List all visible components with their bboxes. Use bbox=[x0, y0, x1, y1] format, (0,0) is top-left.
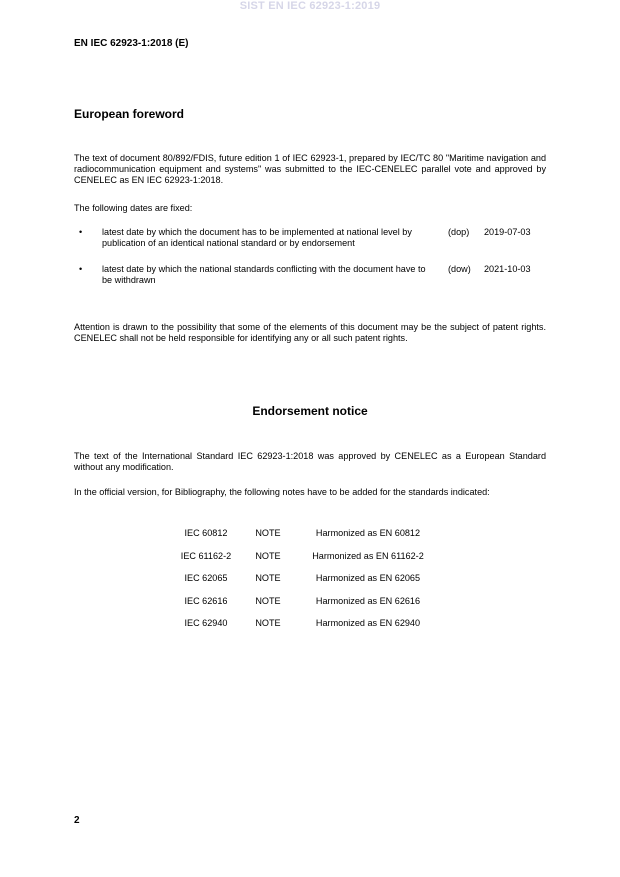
endorsement-paragraph: The text of the International Standard IEC 62923-1:2018 was approved by CENELEC as a European Standard without any modification. bbox=[74, 451, 546, 472]
bibliography-notes-table bbox=[170, 527, 442, 640]
standard-cell: IEC 62940 bbox=[184, 618, 228, 629]
date-value: 2021-10-03 bbox=[484, 264, 531, 274]
document-id-header: EN IEC 62923-1:2018 (E) bbox=[74, 38, 189, 49]
date-abbreviation: (dow) bbox=[448, 264, 471, 274]
standard-cell: IEC 60812 bbox=[184, 528, 228, 538]
table-row bbox=[170, 550, 442, 573]
harmonized-cell: Harmonized as EN 62940 bbox=[315, 618, 421, 629]
date-value: 2019-07-03 bbox=[484, 227, 531, 237]
watermark: SIST EN IEC 62923-1:2019 bbox=[239, 0, 381, 12]
page-number: 2 bbox=[74, 815, 80, 826]
note-cell: NOTE bbox=[255, 550, 281, 561]
date-list-item bbox=[74, 227, 546, 251]
harmonized-cell: Harmonized as EN 62616 bbox=[315, 595, 421, 606]
dates-intro-paragraph: The following dates are fixed: bbox=[74, 203, 193, 213]
standard-cell: IEC 62065 bbox=[184, 573, 228, 584]
bibliography-intro-paragraph: In the official version, for Bibliography, the following notes have to be added for the standards indicated: bbox=[74, 487, 490, 497]
note-cell: NOTE bbox=[255, 573, 281, 584]
date-list-item bbox=[74, 264, 546, 288]
table-row bbox=[170, 595, 442, 618]
note-cell: NOTE bbox=[255, 595, 281, 606]
note-cell: NOTE bbox=[255, 618, 281, 629]
endorsement-title: Endorsement notice bbox=[252, 404, 368, 418]
date-description: latest date by which the national standards conflicting with the document have to be withdrawn bbox=[102, 264, 426, 285]
table-row bbox=[170, 617, 442, 640]
date-description: latest date by which the document has to be implemented at national level by publication of an identical national standard or by endorsement bbox=[102, 227, 412, 248]
harmonized-cell: Harmonized as EN 60812 bbox=[315, 528, 421, 538]
standard-cell: IEC 62616 bbox=[184, 595, 228, 606]
harmonized-cell: Harmonized as EN 61162-2 bbox=[312, 550, 424, 561]
bullet-icon: • bbox=[79, 227, 83, 237]
note-cell: NOTE bbox=[255, 528, 281, 538]
foreword-title: European foreword bbox=[74, 107, 185, 121]
patent-attention-paragraph: Attention is drawn to the possibility that some of the elements of this document may be the subject of patent rights. CENELEC shall not be held responsible for identifying any or all such patent rights. bbox=[74, 322, 546, 343]
table-row bbox=[170, 572, 442, 595]
table-row bbox=[170, 527, 442, 550]
bullet-icon: • bbox=[79, 264, 83, 274]
date-abbreviation: (dop) bbox=[448, 227, 470, 237]
foreword-intro-paragraph: The text of document 80/892/FDIS, future edition 1 of IEC 62923-1, prepared by IEC/TC 80 "Maritime navigation and radiocommunication equipment and systems" was submitted to the IEC-CENELEC parallel vote and approved by CENELEC as EN IEC 62923-1:2018. bbox=[74, 153, 546, 185]
standard-cell: IEC 61162-2 bbox=[180, 550, 232, 561]
harmonized-cell: Harmonized as EN 62065 bbox=[315, 573, 421, 584]
